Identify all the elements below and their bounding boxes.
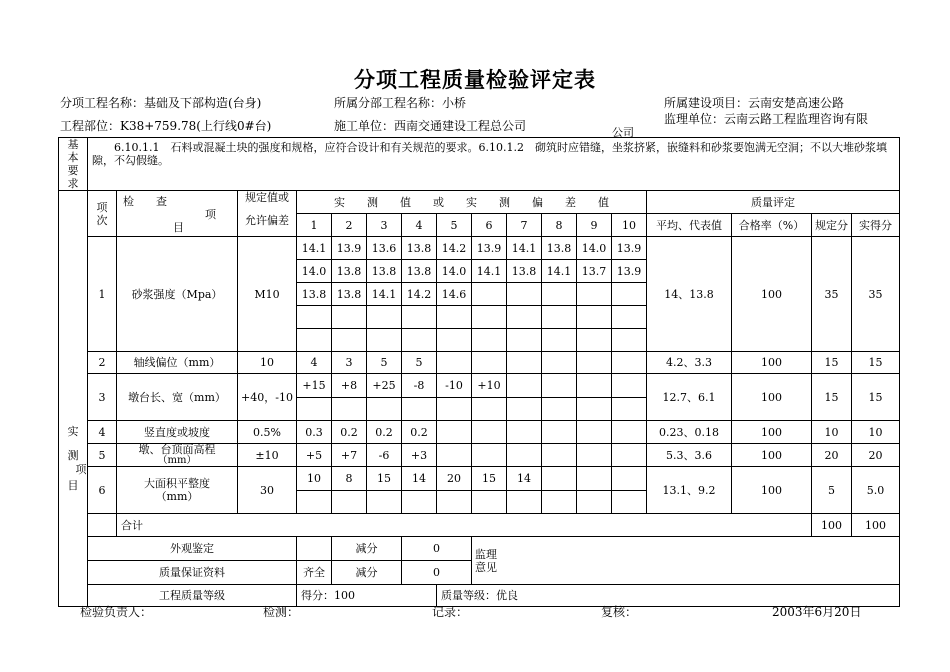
table-row	[59, 444, 900, 467]
row-no: 3	[88, 374, 117, 421]
value-cell	[367, 398, 402, 421]
value-cell	[542, 352, 577, 374]
appearance-label: 外观鉴定	[88, 537, 297, 561]
value-cell	[472, 444, 507, 467]
row-no: 6	[88, 467, 117, 514]
value-cell: 13.8	[542, 237, 577, 260]
col-num-3: 3	[367, 214, 402, 237]
value-cell	[297, 306, 332, 329]
row-avg: 14、13.8	[647, 237, 732, 352]
grade-row	[59, 585, 900, 607]
value-cell	[612, 444, 647, 467]
value-cell: 0.2	[332, 421, 367, 444]
row-rate: 100	[732, 444, 812, 467]
value-cell	[437, 398, 472, 421]
value-cell	[507, 398, 542, 421]
col-num-6: 6	[472, 214, 507, 237]
value-cell	[402, 491, 437, 514]
value-cell	[577, 444, 612, 467]
row-avg: 12.7、6.1	[647, 374, 732, 421]
value-cell	[402, 329, 437, 352]
project-part: 工程部位：K38+759.78(上行线0#台)	[60, 119, 272, 133]
value-cell	[402, 306, 437, 329]
value-cell	[507, 374, 542, 398]
row-score: 10	[812, 421, 852, 444]
value-cell	[437, 329, 472, 352]
col-num-7: 7	[507, 214, 542, 237]
value-cell	[612, 374, 647, 398]
value-cell: 13.8	[367, 260, 402, 283]
row-actual: 15	[852, 374, 900, 421]
value-cell	[542, 491, 577, 514]
value-cell: 3	[332, 352, 367, 374]
value-cell: 13.9	[612, 237, 647, 260]
table-row	[59, 352, 900, 374]
value-cell: 10	[297, 467, 332, 491]
value-cell: +3	[402, 444, 437, 467]
value-cell	[437, 421, 472, 444]
row-score: 15	[812, 374, 852, 421]
row-rate: 100	[732, 374, 812, 421]
measured-header: 实 测 值 或 实 测 偏 差 值	[297, 191, 647, 214]
row-actual: 15	[852, 352, 900, 374]
row-spec: ±10	[238, 444, 297, 467]
item-no-header: 项 次	[88, 191, 117, 237]
value-cell	[542, 467, 577, 491]
row-score: 35	[812, 237, 852, 352]
report-date: 2003年6月20日	[772, 605, 862, 619]
value-cell	[612, 467, 647, 491]
score-header: 规定分	[812, 214, 852, 237]
value-cell: 13.8	[332, 260, 367, 283]
value-cell: 14.1	[367, 283, 402, 306]
value-cell	[507, 421, 542, 444]
tester-label: 检测：	[263, 605, 300, 619]
value-cell	[612, 329, 647, 352]
value-cell: 13.8	[402, 237, 437, 260]
row-no: 1	[88, 237, 117, 352]
value-cell	[577, 398, 612, 421]
appearance-deduct-label: 减分	[332, 537, 402, 561]
assurance-deduct: 0	[402, 561, 472, 585]
value-cell	[577, 491, 612, 514]
row-no: 2	[88, 352, 117, 374]
value-cell	[507, 306, 542, 329]
value-cell: -10	[437, 374, 472, 398]
supervision-opinion-body	[507, 537, 900, 585]
division-name: 所属分部工程名称：小桥	[334, 96, 467, 110]
value-cell: 13.6	[367, 237, 402, 260]
basic-label: 基 本 要 求	[59, 138, 88, 191]
col-num-5: 5	[437, 214, 472, 237]
value-cell	[507, 491, 542, 514]
basic-requirements-row	[59, 138, 900, 191]
value-cell	[437, 491, 472, 514]
table-row	[59, 421, 900, 444]
total-actual: 100	[852, 514, 900, 537]
value-cell: +5	[297, 444, 332, 467]
value-cell: -8	[402, 374, 437, 398]
value-cell	[437, 444, 472, 467]
row-actual: 20	[852, 444, 900, 467]
value-cell	[577, 352, 612, 374]
value-cell	[507, 444, 542, 467]
value-cell	[612, 283, 647, 306]
col-num-2: 2	[332, 214, 367, 237]
value-cell: 14.1	[297, 237, 332, 260]
value-cell	[402, 398, 437, 421]
table-row	[59, 467, 900, 491]
value-cell: 13.7	[577, 260, 612, 283]
row-avg: 5.3、3.6	[647, 444, 732, 467]
value-cell	[472, 306, 507, 329]
value-cell	[507, 352, 542, 374]
row-score: 20	[812, 444, 852, 467]
evaluation-table	[58, 137, 900, 607]
value-cell	[612, 306, 647, 329]
value-cell: +25	[367, 374, 402, 398]
project-name: 分项工程名称：基础及下部构造(台身)	[60, 96, 262, 110]
value-cell: 8	[332, 467, 367, 491]
row-item: 大面积平整度 （mm）	[117, 467, 238, 514]
value-cell: 13.8	[507, 260, 542, 283]
value-cell	[612, 398, 647, 421]
row-item: 墩、台顶面高程 （mm）	[117, 444, 238, 467]
side-label: 实 测 项 目	[59, 191, 88, 607]
value-cell: 20	[437, 467, 472, 491]
table-row	[59, 237, 900, 260]
value-cell	[297, 398, 332, 421]
value-cell	[542, 398, 577, 421]
value-cell	[472, 329, 507, 352]
reviewer-label: 复核：	[601, 605, 638, 619]
value-cell	[367, 491, 402, 514]
assurance-label: 质量保证资料	[88, 561, 297, 585]
value-cell	[612, 491, 647, 514]
row-no: 4	[88, 421, 117, 444]
header-row	[59, 191, 900, 214]
value-cell	[577, 306, 612, 329]
value-cell: +10	[472, 374, 507, 398]
col-num-4: 4	[402, 214, 437, 237]
row-item: 轴线偏位（mm）	[117, 352, 238, 374]
value-cell	[542, 374, 577, 398]
supervision-unit: 监理单位：云南云路工程监理咨询有限	[664, 112, 869, 126]
value-cell	[612, 352, 647, 374]
col-num-8: 8	[542, 214, 577, 237]
value-cell	[472, 421, 507, 444]
value-cell	[612, 421, 647, 444]
value-cell: 5	[367, 352, 402, 374]
recorder-label: 记录：	[432, 605, 469, 619]
value-cell: 14	[402, 467, 437, 491]
table-row	[59, 374, 900, 398]
value-cell	[577, 421, 612, 444]
value-cell	[297, 329, 332, 352]
value-cell	[507, 329, 542, 352]
company-tail: 公司	[612, 126, 634, 139]
row-spec: +40，-10	[238, 374, 297, 421]
value-cell: 14.6	[437, 283, 472, 306]
value-cell	[437, 306, 472, 329]
value-cell: 13.8	[332, 283, 367, 306]
value-cell: 14.1	[542, 260, 577, 283]
value-cell: 14.0	[577, 237, 612, 260]
value-cell: 14.2	[437, 237, 472, 260]
appearance-row	[59, 537, 900, 561]
row-actual: 10	[852, 421, 900, 444]
row-no: 5	[88, 444, 117, 467]
total-row	[59, 514, 900, 537]
basic-text: 6.10.1.1 石料或混凝土块的强度和规格，应符合设计和有关规范的要求。6.10.1.2 砌筑时应错缝，坐浆挤紧，嵌缝料和砂浆要饱满无空洞；不以大堆砂浆填隙，不勾假缝。	[88, 138, 900, 191]
row-score: 15	[812, 352, 852, 374]
row-rate: 100	[732, 467, 812, 514]
assurance-status: 齐全	[297, 561, 332, 585]
quality-header: 质量评定	[647, 191, 900, 214]
value-cell	[332, 491, 367, 514]
value-cell	[472, 491, 507, 514]
row-rate: 100	[732, 352, 812, 374]
total-label: 合计	[117, 514, 812, 537]
row-actual: 35	[852, 237, 900, 352]
value-cell: 13.8	[402, 260, 437, 283]
value-cell: -6	[367, 444, 402, 467]
row-spec: M10	[238, 237, 297, 352]
value-cell	[332, 306, 367, 329]
value-cell: 15	[472, 467, 507, 491]
value-cell	[542, 444, 577, 467]
value-cell: 14.1	[507, 237, 542, 260]
value-cell	[332, 398, 367, 421]
value-cell: 14	[507, 467, 542, 491]
value-cell	[542, 421, 577, 444]
row-rate: 100	[732, 237, 812, 352]
col-num-9: 9	[577, 214, 612, 237]
value-cell: 13.9	[472, 237, 507, 260]
value-cell: +8	[332, 374, 367, 398]
value-cell: +7	[332, 444, 367, 467]
inspector-label: 检验负责人：	[80, 605, 153, 619]
assurance-deduct-label: 减分	[332, 561, 402, 585]
value-cell: 14.0	[297, 260, 332, 283]
grade-label: 工程质量等级	[88, 585, 297, 607]
value-cell: 13.9	[612, 260, 647, 283]
grade-score: 得分：100	[297, 585, 437, 607]
row-avg: 13.1、9.2	[647, 467, 732, 514]
construction-unit: 施工单位：西南交通建设工程总公司	[334, 119, 527, 133]
appearance-deduct: 0	[402, 537, 472, 561]
row-item: 竖直度或坡度	[117, 421, 238, 444]
col-num-1: 1	[297, 214, 332, 237]
pass-rate-header: 合格率（%）	[732, 214, 812, 237]
value-cell	[367, 329, 402, 352]
value-cell	[297, 491, 332, 514]
check-item-header: 检 查 项 目	[117, 191, 238, 237]
row-spec: 30	[238, 467, 297, 514]
value-cell: 5	[402, 352, 437, 374]
value-cell: 0.3	[297, 421, 332, 444]
owner-project: 所属建设项目：云南安楚高速公路	[664, 96, 845, 110]
row-spec: 10	[238, 352, 297, 374]
value-cell	[577, 467, 612, 491]
value-cell	[472, 398, 507, 421]
row-item: 砂浆强度（Mpa）	[117, 237, 238, 352]
value-cell	[472, 352, 507, 374]
total-score: 100	[812, 514, 852, 537]
value-cell: 4	[297, 352, 332, 374]
value-cell: 14.0	[437, 260, 472, 283]
row-item: 墩台长、宽（mm）	[117, 374, 238, 421]
page-title: 分项工程质量检验评定表	[354, 67, 596, 92]
value-cell	[577, 283, 612, 306]
row-rate: 100	[732, 421, 812, 444]
value-cell	[542, 329, 577, 352]
spec-header: 规定值或 允许偏差	[238, 191, 297, 237]
value-cell	[332, 329, 367, 352]
row-actual: 5.0	[852, 467, 900, 514]
value-cell: 0.2	[367, 421, 402, 444]
value-cell: 0.2	[402, 421, 437, 444]
supervision-opinion: 监理 意见	[472, 537, 507, 585]
value-cell	[507, 283, 542, 306]
avg-header: 平均、代表值	[647, 214, 732, 237]
value-cell	[542, 306, 577, 329]
actual-header: 实得分	[852, 214, 900, 237]
row-spec: 0.5%	[238, 421, 297, 444]
value-cell: +15	[297, 374, 332, 398]
value-cell: 14.2	[402, 283, 437, 306]
col-num-10: 10	[612, 214, 647, 237]
row-avg: 0.23、0.18	[647, 421, 732, 444]
row-avg: 4.2、3.3	[647, 352, 732, 374]
value-cell: 13.8	[297, 283, 332, 306]
value-cell: 13.9	[332, 237, 367, 260]
value-cell	[577, 329, 612, 352]
value-cell	[577, 374, 612, 398]
value-cell	[472, 283, 507, 306]
value-cell	[542, 283, 577, 306]
value-cell	[437, 352, 472, 374]
row-score: 5	[812, 467, 852, 514]
grade-level: 质量等级：优良	[437, 585, 900, 607]
value-cell: 15	[367, 467, 402, 491]
value-cell	[367, 306, 402, 329]
value-cell: 14.1	[472, 260, 507, 283]
